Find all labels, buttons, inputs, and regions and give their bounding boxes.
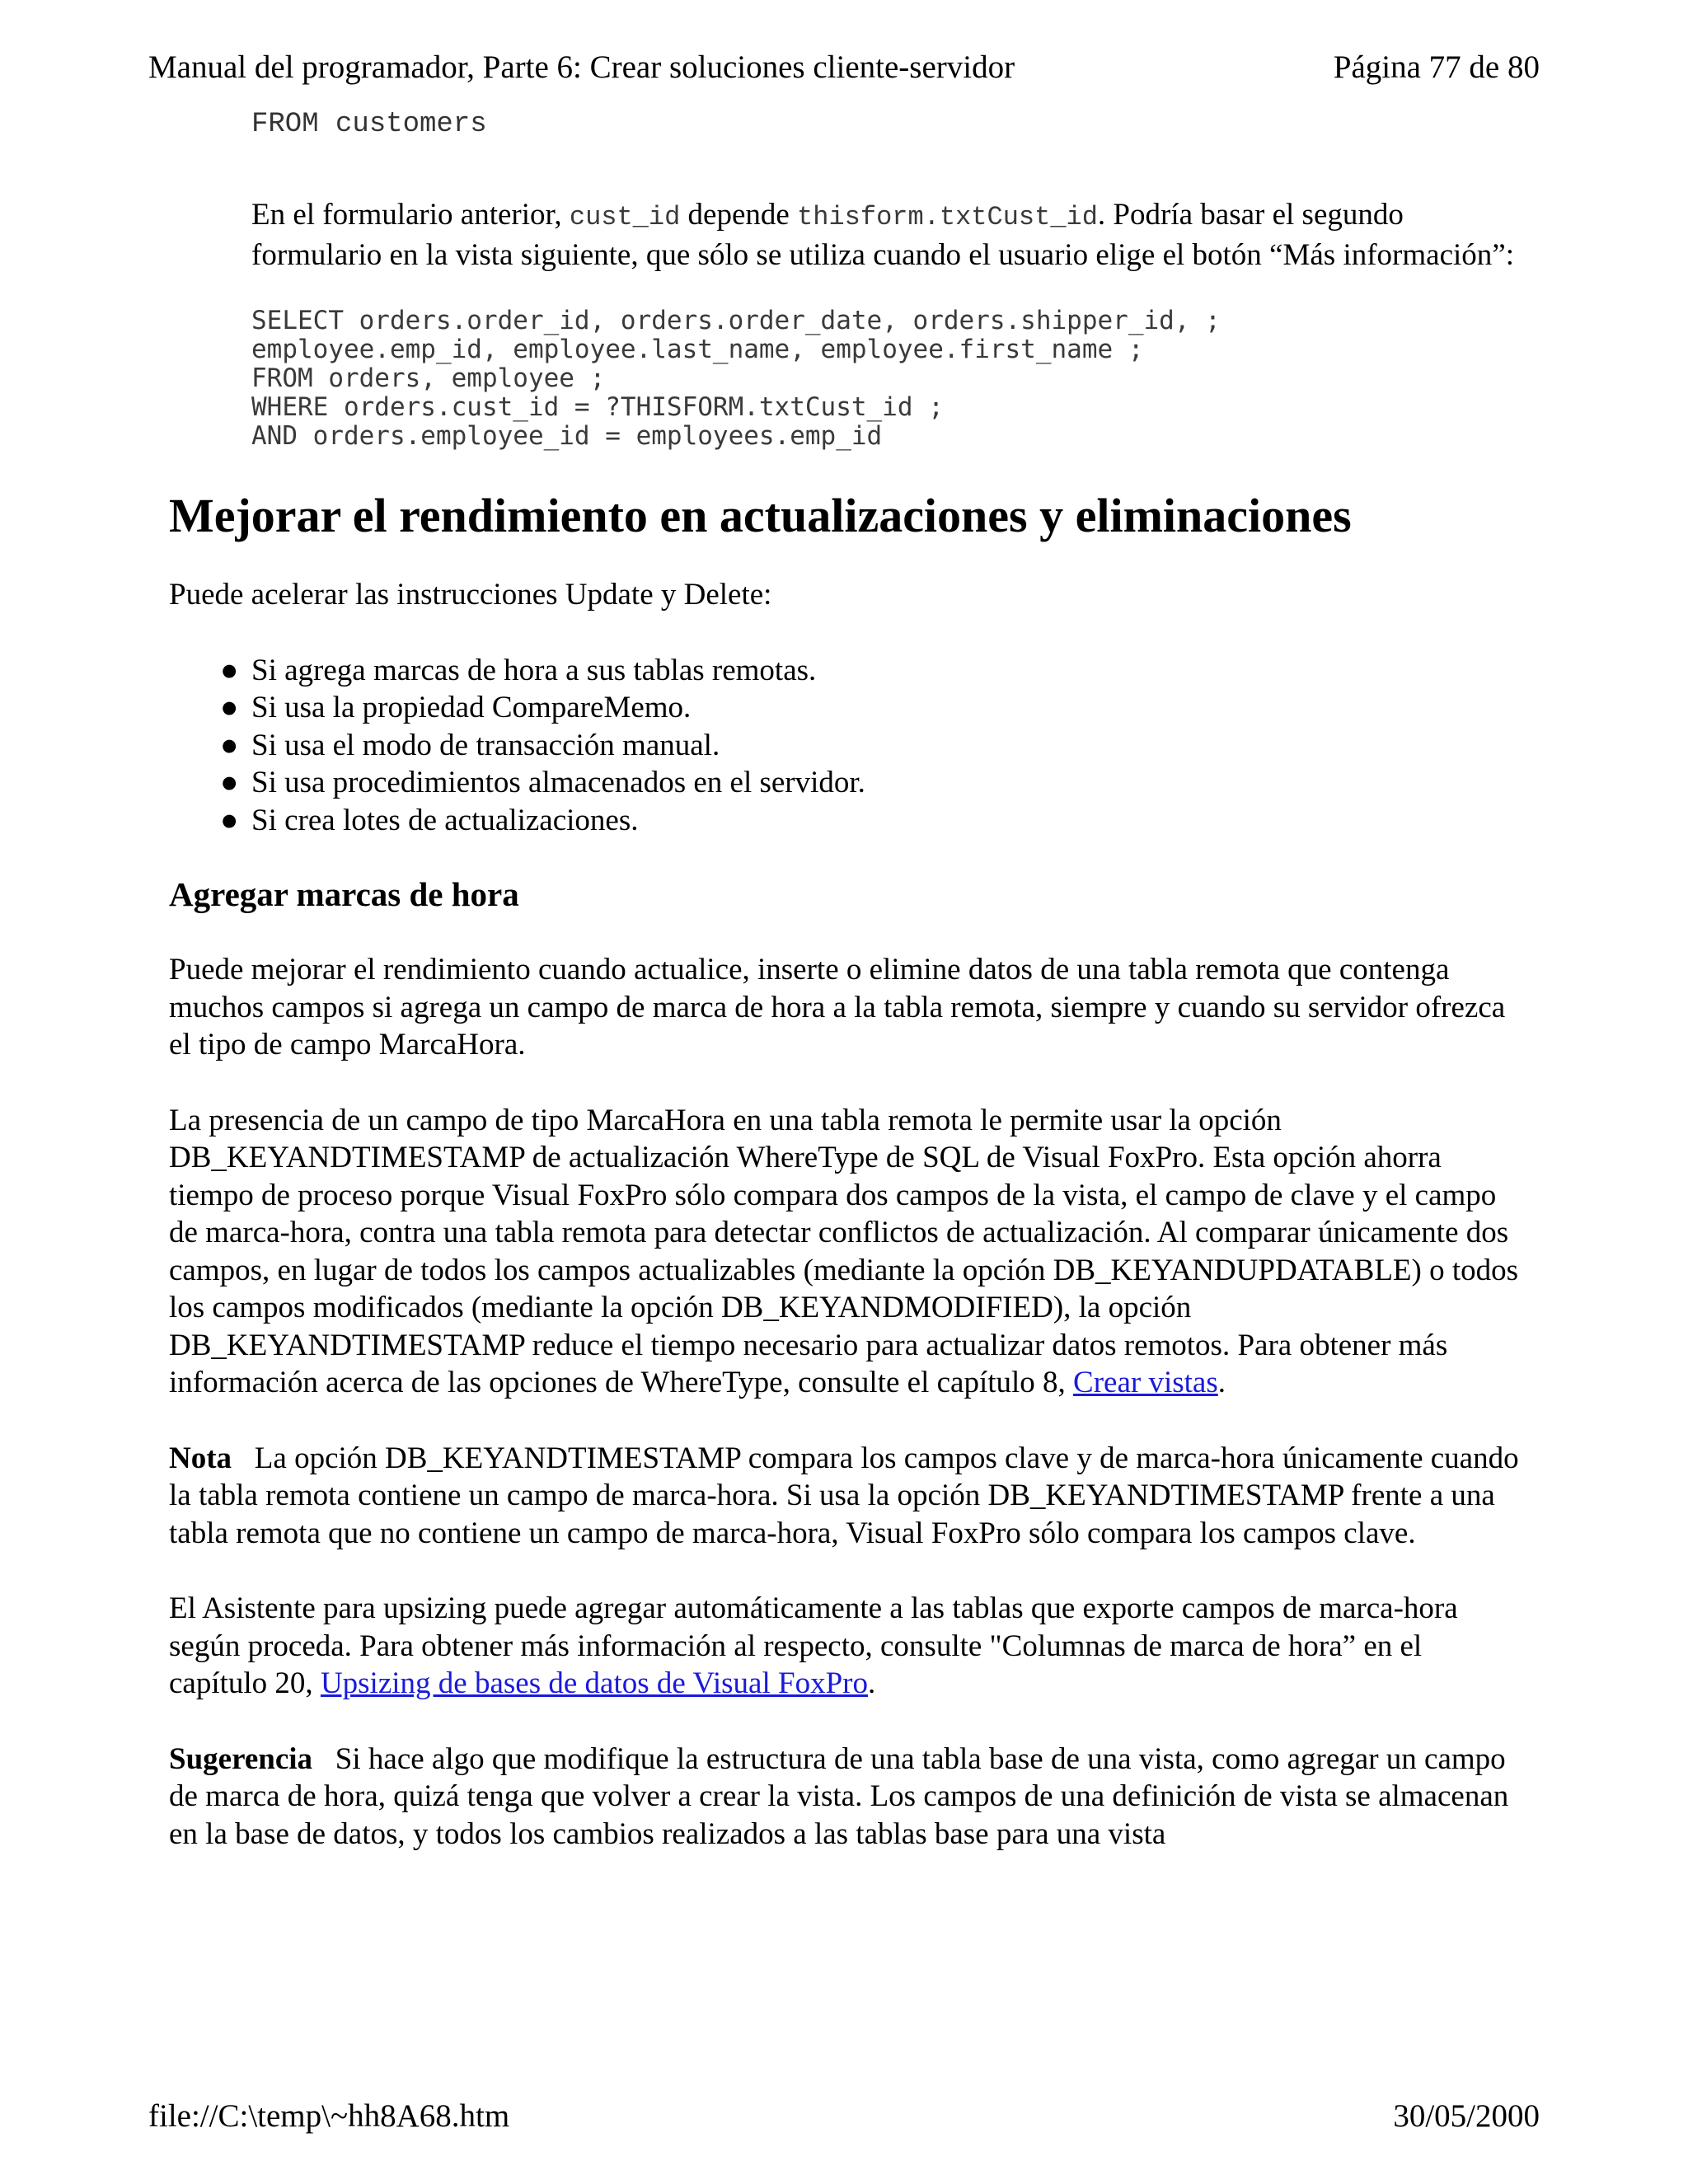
file-path: file://C:\temp\~hh8A68.htm [148,2098,510,2134]
tip-label: Sugerencia [169,1741,313,1776]
code-line: employee.emp_id, employee.last_name, employee.first_name ; [251,335,1144,364]
intro-text-2: depende [680,198,798,232]
section-lead: Puede acelerar las instrucciones Update y Delete: [169,578,772,612]
clipped-code-text: FROM customers [251,109,487,140]
bullet-icon: ● [220,653,239,687]
note-label: Nota [169,1441,232,1475]
paragraph-keyandtimestamp [169,1102,1521,1402]
intro-text-3: . Podría basar el segundo formulario en la vista siguiente, que sólo se utiliza cuando el usuario elige el botón “Más información”: [251,198,1514,272]
tip-text: Si hace algo que modifique la estructura de una tabla base de una vista, como agregar un campo de marca de hora, quizá tenga que volver a crear la vista. Los campos de una definición de vista se almacenan en la base de datos, y todos los cambios realizados a las tablas base para una vista [169,1741,1509,1851]
link-crear-vistas[interactable]: Crear vistas [1073,1366,1218,1399]
link-upsizing[interactable]: Upsizing de bases de datos de Visual FoxPro [320,1666,868,1700]
code-line: FROM orders, employee ; [251,363,606,393]
bullet-list [169,652,1521,840]
bullet-icon: ● [220,728,239,762]
subsection-heading: Agregar marcas de hora [169,875,519,913]
inline-code-cust-id: cust_id [569,202,681,232]
paragraph-end: . [1217,1366,1226,1399]
note-paragraph [169,1440,1521,1553]
list-item [210,764,1521,802]
code-line: AND orders.employee_id = employees.emp_id [251,421,883,451]
paragraph-upsizing [169,1590,1521,1703]
list-item [210,802,1521,840]
code-line: WHERE orders.cust_id = ?THISFORM.txtCust_id ; [251,392,944,422]
list-item [210,652,1521,690]
page-footer [148,2097,1540,2136]
list-item-text: Si usa el modo de transacción manual. [251,728,720,762]
paragraph-text: La presencia de un campo de tipo MarcaHora en una tabla remota le permite usar la opción DB_KEYANDTIMESTAMP de actualización WhereType de SQL de Visual FoxPro. Esta opción ahorra tiempo de proceso porque Visual FoxPro sólo compara dos campos de la vista, el campo de clave y el campo de marca-hora, contra una tabla remota para detectar conflictos de actualización. Al comparar únicamente dos campos, en lugar de todos los campos actualizables (mediante la opción DB_KEYANDUPDATABLE) o todos los campos modificados (mediante la opción DB_KEYANDMODIFIED), la opción DB_KEYANDTIMESTAMP reduce el tiempo necesario para actualizar datos remotos. Para obtener más información acerca de las opciones de WhereType, consulte el capítulo 8, [169,1103,1519,1399]
tip-paragraph [169,1741,1521,1854]
note-text: La opción DB_KEYANDTIMESTAMP compara los campos clave y de marca-hora únicamente cuando la tabla remota contiene un campo de marca-hora. Si usa la opción DB_KEYANDTIMESTAMP frente a una tabla remota que no contiene un campo de marca-hora, Visual FoxPro sólo compara los campos clave. [169,1441,1519,1550]
intro-paragraph [251,196,1521,274]
bullet-icon: ● [220,691,239,724]
intro-text-1: En el formulario anterior, [251,198,570,232]
document-title: Manual del programador, Parte 6: Crear soluciones cliente-servidor [148,49,1015,85]
list-item [210,689,1521,727]
list-item-text: Si usa la propiedad CompareMemo. [251,691,692,724]
page-header [148,48,1540,87]
page-number: Página 77 de 80 [1333,49,1540,85]
page-content [169,196,1521,1853]
sql-code-block [251,307,1521,451]
clipped-code-line [251,109,746,148]
list-item-text: Si usa procedimientos almacenados en el servidor. [251,766,865,799]
code-line: SELECT orders.order_id, orders.order_date, orders.shipper_id, ; [251,306,1221,335]
inline-code-txtcust-id: thisform.txtCust_id [797,202,1098,232]
list-item-text: Si agrega marcas de hora a sus tablas remotas. [251,653,817,687]
list-item [210,727,1521,765]
paragraph-text: El Asistente para upsizing puede agregar automáticamente a las tablas que exporte campos de marca-hora según proceda. Para obtener más información al respecto, consulte "Columnas de marca de hora” en el capítulo 20, [169,1591,1458,1700]
paragraph-timestamp-intro: Puede mejorar el rendimiento cuando actualice, inserte o elimine datos de una tabla remota que contenga muchos campos si agrega un campo de marca de hora a la tabla remota, siempre y cuando su servidor ofrezca el tipo de campo MarcaHora. [169,953,1506,1062]
paragraph-end: . [868,1666,876,1700]
section-heading: Mejorar el rendimiento en actualizaciones y eliminaciones [169,489,1352,542]
footer-date: 30/05/2000 [1393,2098,1540,2134]
bullet-icon: ● [220,803,239,837]
bullet-icon: ● [220,766,239,799]
list-item-text: Si crea lotes de actualizaciones. [251,803,639,837]
